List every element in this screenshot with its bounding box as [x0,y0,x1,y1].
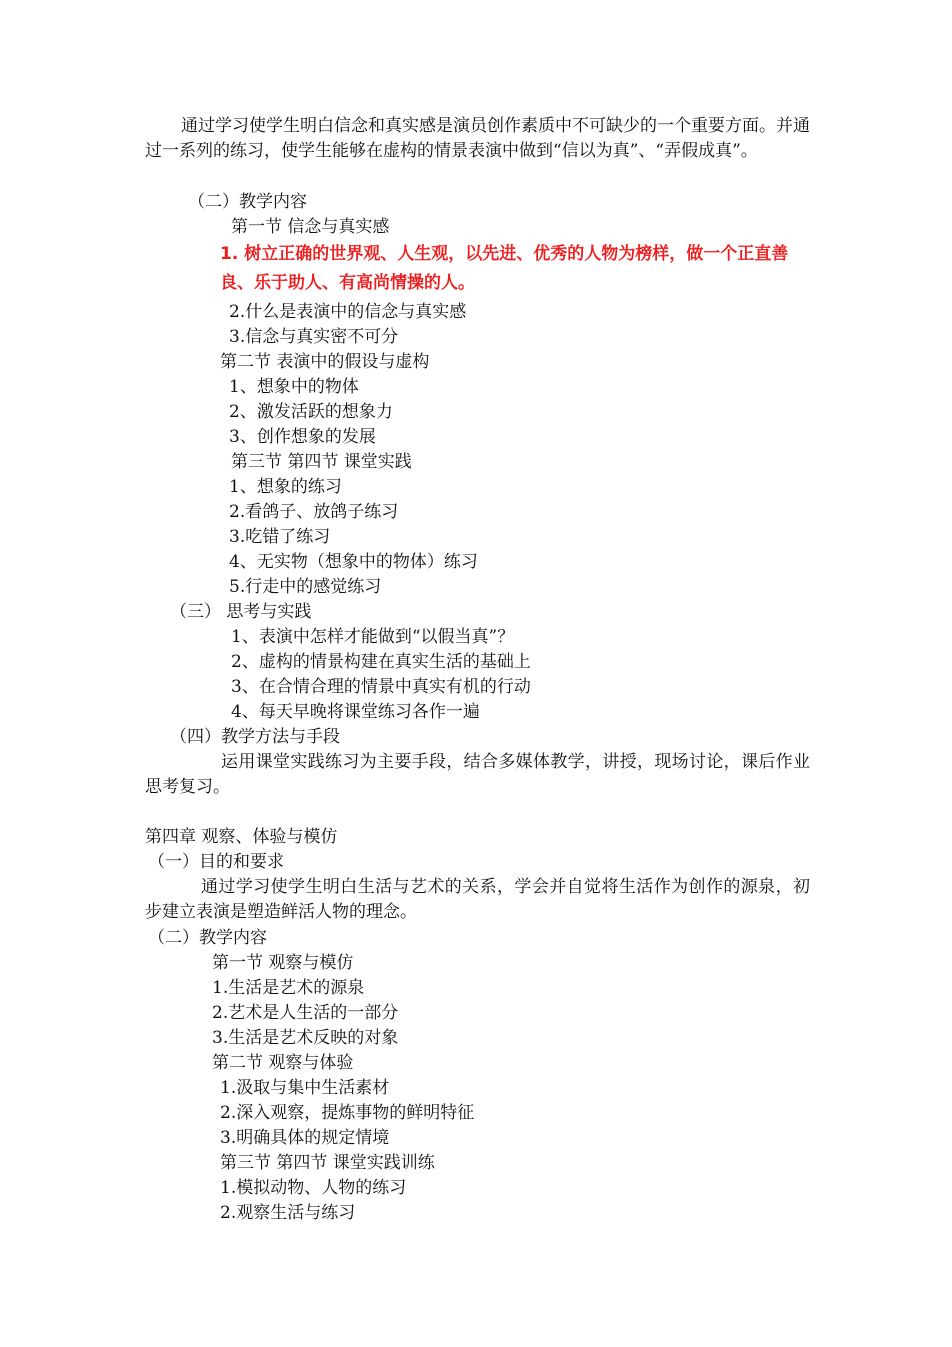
section1-item3: 3.信念与真实密不可分 [229,327,399,347]
ch4-section3-item-1: 1.模拟动物、人物的练习 [220,1178,407,1198]
section3-item-3: 3.吃错了练习 [229,527,331,547]
ch4-section2-item-1: 1.汲取与集中生活素材 [220,1078,390,1098]
ch4-section2-item-3: 3.明确具体的规定情境 [220,1128,390,1148]
section2-item-2: 2、激发活跃的想象力 [229,402,393,422]
thinking-item-1: 1、表演中怎样才能做到“以假当真”？ [231,627,515,647]
section3-item-4: 4、无实物（想象中的物体）练习 [229,552,478,572]
ch4-section1-item-1: 1.生活是艺术的源泉 [212,978,365,998]
thinking-item-3: 3、在合情合理的情景中真实有机的行动 [231,677,531,697]
section1-item2: 2.什么是表演中的信念与真实感 [229,302,467,322]
ch4-section3-item-2: 2.观察生活与练习 [220,1203,356,1223]
ch4-section2-item-2: 2.深入观察，提炼事物的鲜明特征 [220,1103,475,1123]
methods-paragraph: 运用课堂实践练习为主要手段，结合多媒体教学，讲授，现场讨论，课后作业思考复习。 [145,752,810,797]
chapter4-content-heading: （二）教学内容 [148,928,267,948]
methods-heading: （四）教学方法与手段 [170,727,340,747]
ch4-section2-title: 第二节 观察与体验 [212,1053,354,1073]
section3-item-2: 2.看鸽子、放鸽子练习 [229,502,399,522]
section3-title: 第三节 第四节 课堂实践 [231,452,412,472]
content-heading: （二）教学内容 [188,192,307,212]
section2-item-1: 1、想象中的物体 [229,377,359,397]
section3-item-5: 5.行走中的感觉练习 [229,577,382,597]
chapter4-title: 第四章 观察、体验与模仿 [145,827,338,847]
section3-item-1: 1、想象的练习 [229,477,342,497]
section1-item1-highlight: 1. 树立正确的世界观、人生观，以先进、优秀的人物为榜样，做一个正直善良、乐于助人、有高尚情操的人。 [220,244,789,293]
thinking-heading: （三） 思考与实践 [170,602,312,622]
section2-title: 第二节 表演中的假设与虚构 [220,352,430,372]
ch4-section3-title: 第三节 第四节 课堂实践训练 [220,1153,435,1173]
ch4-section1-title: 第一节 观察与模仿 [212,953,354,973]
goal-heading: （一）目的和要求 [148,852,284,872]
goal-paragraph: 通过学习使学生明白生活与艺术的关系，学会并自觉将生活作为创作的源泉，初步建立表演是塑造鲜活人物的理念。 [145,877,810,922]
thinking-item-2: 2、虚构的情景构建在真实生活的基础上 [231,652,531,672]
thinking-item-4: 4、每天早晚将课堂练习各作一遍 [231,702,480,722]
intro-paragraph: 通过学习使学生明白信念和真实感是演员创作素质中不可缺少的一个重要方面。并通过一系列的练习，使学生能够在虚构的情景表演中做到“信以为真”、“弄假成真”。 [145,116,810,161]
ch4-section1-item-2: 2.艺术是人生活的一部分 [212,1003,399,1023]
ch4-section1-item-3: 3.生活是艺术反映的对象 [212,1028,399,1048]
section1-title: 第一节 信念与真实感 [231,217,390,237]
section2-item-3: 3、创作想象的发展 [229,427,376,447]
